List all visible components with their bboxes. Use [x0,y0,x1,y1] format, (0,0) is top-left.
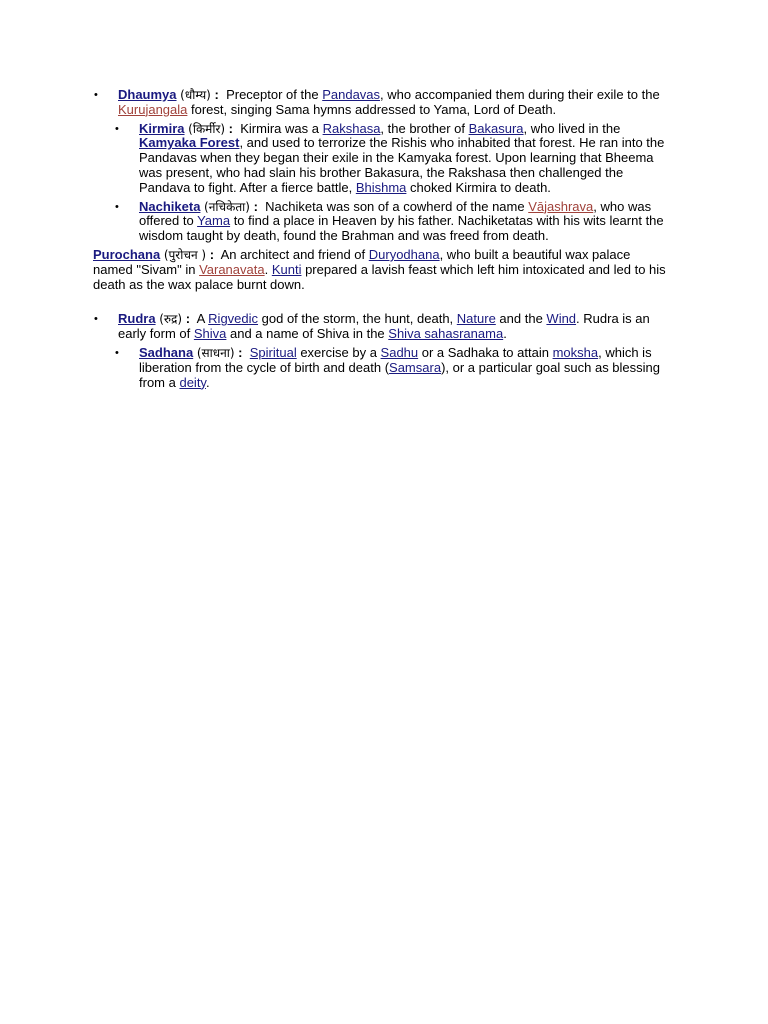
link-shiva-sahasranama[interactable]: Shiva sahasranama [388,326,504,342]
definition-text: and the [495,311,547,327]
bullet-icon: • [115,346,119,359]
link-moksha[interactable]: moksha [552,344,599,360]
link-spiritual[interactable]: Spiritual [249,344,297,360]
devanagari-text: (पुरोचन ) [163,247,207,262]
link-nature[interactable]: Nature [456,311,496,327]
bullet-icon: • [115,200,119,213]
definition-text: forest, singing Sama hymns addressed to Yama, Lord of Death. [187,101,557,117]
bullet-icon: • [115,122,119,135]
list-item-sadhana [93,346,673,390]
definition-text: An architect and friend of [220,246,369,262]
link-duryodhana[interactable]: Duryodhana [368,246,440,262]
definition-text: or a Sadhaka to attain [418,344,553,360]
definition-text: ), or a particular goal such as blessing from a [139,359,661,390]
link-rakshasa[interactable]: Rakshasa [322,120,381,136]
paragraph-purochana [93,248,673,292]
list-item-rudra [93,312,673,342]
devanagari-text: (धौम्य) [180,88,211,102]
link-deity[interactable]: deity [179,374,206,390]
definition-text: . Rudra is an early form of [118,311,650,342]
list-item-kirmira [93,122,673,196]
definition-text: Kirmira was a [240,120,323,136]
definition-text: god of the storm, the hunt, death, [258,311,457,327]
link-wind[interactable]: Wind [546,311,577,327]
definition-text: prepared a lavish feast which left him intoxicated and led to his death as the wax palace burnt down. [93,261,666,292]
link-varanavata[interactable]: Varanavata [199,261,265,277]
term-link-dhaumya[interactable]: Dhaumya [118,87,177,102]
link-bakasura[interactable]: Bakasura [468,120,524,136]
glossary-document [93,88,673,390]
definition-text: choked Kirmira to death. [406,179,551,195]
spacer [93,292,673,312]
definition-text: , who accompanied them during their exile to the [380,87,660,102]
bullet-icon: • [94,313,98,326]
definition-text: . [264,261,272,277]
colon: : [214,87,219,102]
definition-text: , who was offered to [139,198,652,229]
devanagari-text: (रुद्र) [159,312,183,327]
definition-text: , the brother of [380,120,469,136]
definition-text: , who lived in the [523,120,621,136]
colon: : [228,120,234,136]
link-vajashrava[interactable]: Vājashrava [528,198,594,214]
definition-text: and a name of Shiva in the [226,326,389,342]
colon: : [238,344,243,360]
link-bhishma[interactable]: Bhishma [355,179,407,195]
link-kunti[interactable]: Kunti [271,261,302,277]
link-yama[interactable]: Yama [197,213,231,229]
link-pandavas[interactable]: Pandavas [322,87,381,102]
list-item-dhaumya [93,88,673,118]
definition-text: A [196,311,209,327]
definition-text: , which is liberation from the cycle of birth and death ( [139,344,652,375]
definition-text: Preceptor of the [226,87,323,102]
colon: : [185,311,191,327]
link-rigvedic[interactable]: Rigvedic [208,311,259,327]
definition-text: exercise by a [296,344,381,360]
definition-text: to find a place in Heaven by his father. Nachiketatas with his wits learnt the wisdom taught by death, found the Brahman and was freed from death. [139,213,664,244]
devanagari-text: (नचिकेता) [204,199,250,214]
term-link-sadhana[interactable]: Sadhana [139,344,194,360]
bullet-icon: • [94,89,98,101]
devanagari-text: (किर्मीर) [188,121,226,136]
link-kamyaka-forest[interactable]: Kamyaka Forest [139,135,240,151]
definition-text: . [205,374,210,390]
term-link-kirmira[interactable]: Kirmira [139,120,185,136]
list-item-nachiketa [93,200,673,244]
term-link-purochana[interactable]: Purochana [93,246,161,262]
link-shiva[interactable]: Shiva [193,326,227,342]
link-kurujangala[interactable]: Kurujangala [118,101,188,117]
colon: : [209,246,215,262]
definition-text: , who built a beautiful wax palace named "Sivam" in [93,246,631,277]
term-link-rudra[interactable]: Rudra [118,311,156,327]
link-sadhu[interactable]: Sadhu [380,344,419,360]
devanagari-text: (साधना) [196,345,235,360]
link-samsara[interactable]: Samsara [389,359,442,375]
colon: : [253,198,258,214]
term-link-nachiketa[interactable]: Nachiketa [139,198,201,214]
definition-text: Nachiketa was son of a cowherd of the name [265,198,529,214]
definition-text: , and used to terrorize the Rishis who inhabited that forest. He ran into the Pandavas when they began their exile in the Kamyaka forest. Upon learning that Bheema was present, who had slain his brother Bakasura, the Rakshasa then challenged the Pandava to fight. After a fierce battle, [139,135,665,195]
definition-text: . [503,326,507,342]
